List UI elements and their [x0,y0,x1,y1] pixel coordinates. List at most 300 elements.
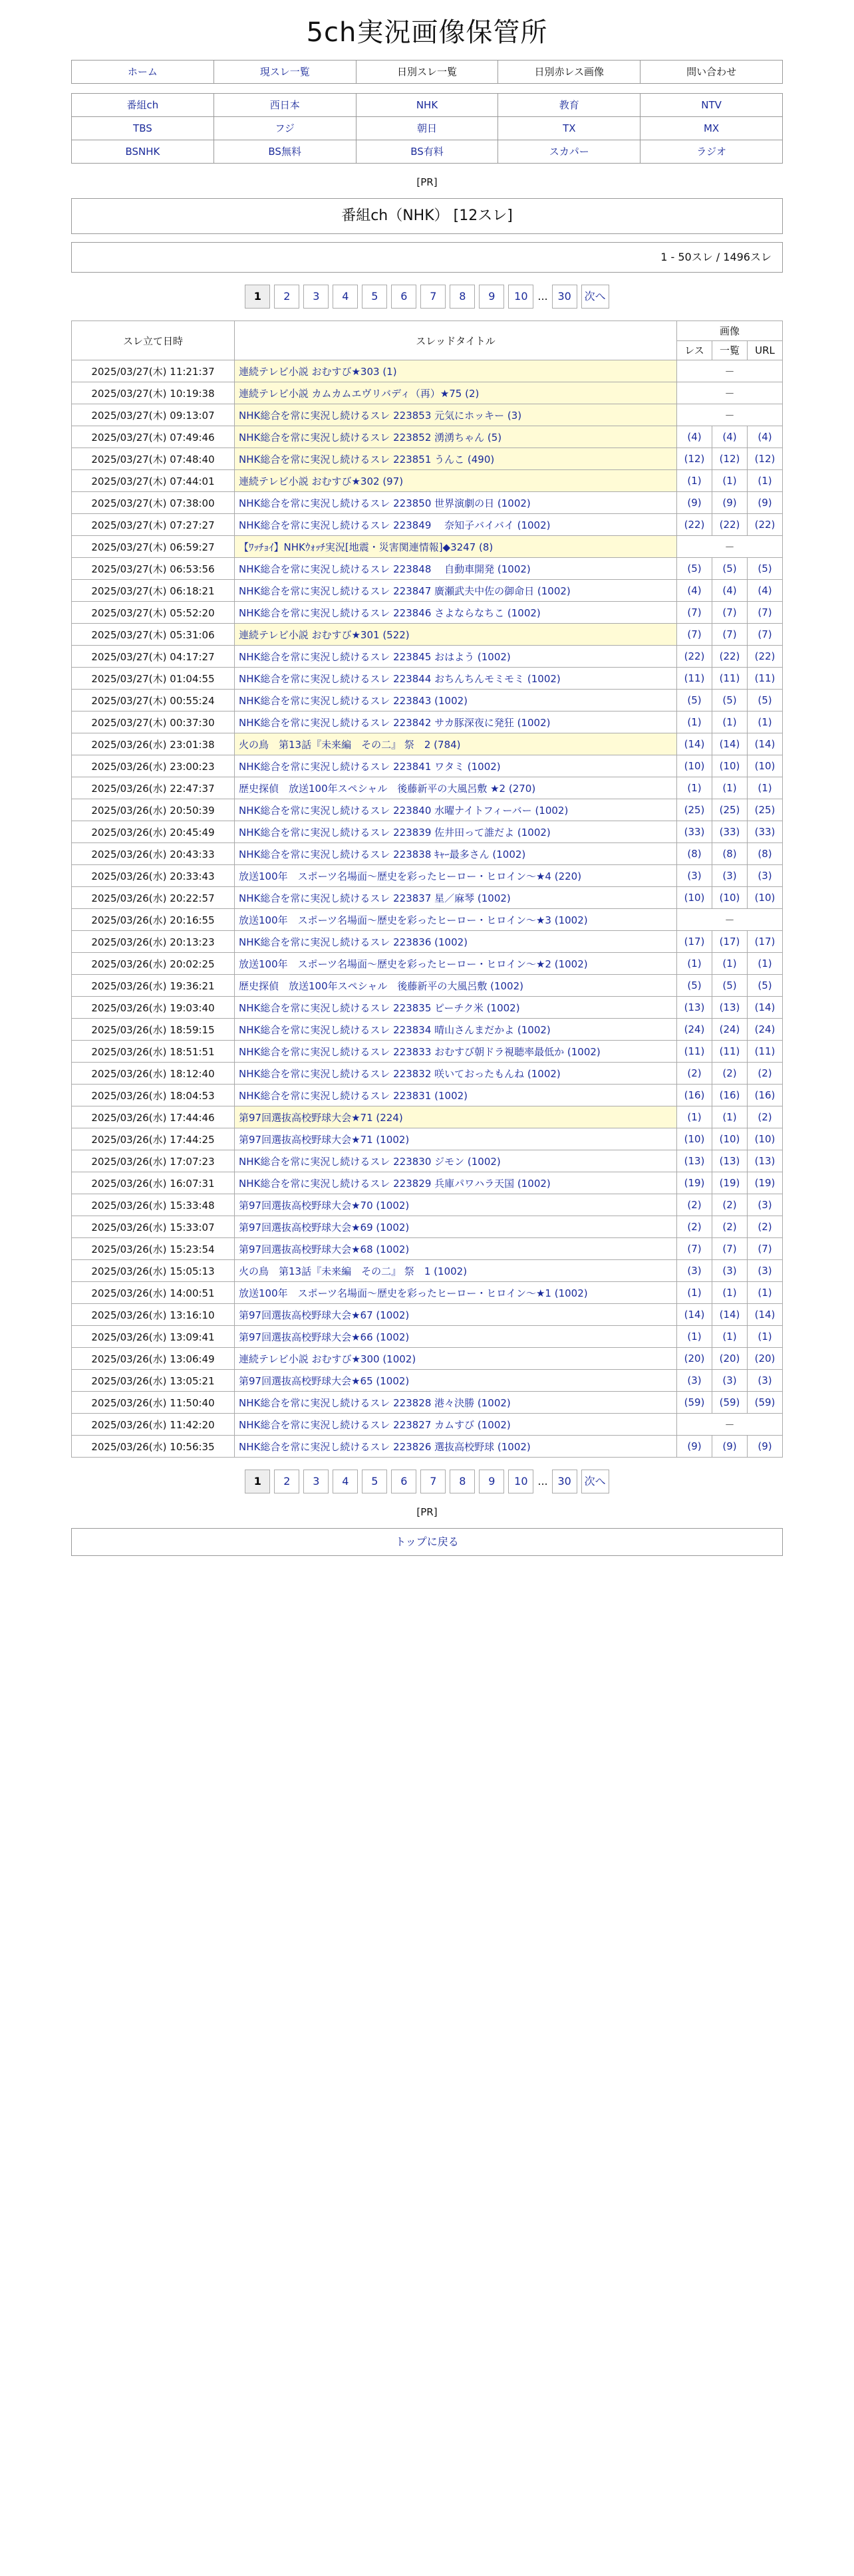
image-count-list[interactable] [712,470,748,492]
image-count-list[interactable] [712,580,748,602]
page-link[interactable]: 1 [245,1470,270,1493]
thread-title-cell[interactable] [235,843,677,865]
image-count-link[interactable]: (12) [719,453,740,465]
image-count-link[interactable]: (16) [719,1089,740,1101]
back-to-top-link[interactable]: トップに戻る [395,1535,459,1548]
page-link[interactable]: 2 [274,1470,299,1493]
image-count-list[interactable] [712,492,748,514]
board-link[interactable]: スカパー [549,146,589,158]
image-count-link[interactable]: (1) [758,782,772,794]
image-count-list[interactable] [712,1019,748,1041]
thread-title-cell[interactable] [235,1128,677,1150]
image-count-url[interactable] [748,1063,783,1085]
image-count-res[interactable] [677,624,712,646]
image-count-link[interactable]: (4) [722,584,737,596]
thread-title-link[interactable]: NHK総合を常に実況し続けるスレ 223835 ピーチク米 (1002) [239,1001,520,1014]
image-count-link[interactable]: (33) [684,826,705,838]
thread-title-link[interactable]: 第97回選抜高校野球大会★71 (1002) [239,1133,410,1146]
image-count-link[interactable]: (4) [722,431,737,443]
image-count-link[interactable]: (13) [684,1001,705,1013]
board-cell[interactable] [72,94,214,117]
image-count-link[interactable]: (1) [758,1331,772,1343]
page-link[interactable]: 8 [450,1470,475,1493]
board-link[interactable]: BS有料 [410,146,444,158]
image-count-link[interactable]: (14) [684,1309,705,1321]
thread-title-link[interactable]: NHK総合を常に実況し続けるスレ 223833 おむすび朝ドラ視聴率最低か (1002) [239,1045,601,1058]
thread-title-link[interactable]: NHK総合を常に実況し続けるスレ 223827 カムすび (1002) [239,1418,511,1431]
board-link[interactable]: MX [703,122,720,134]
image-count-res[interactable] [677,1194,712,1216]
image-count-link[interactable]: (22) [684,519,705,531]
board-link[interactable]: 教育 [559,99,579,111]
image-count-list[interactable] [712,843,748,865]
image-count-list[interactable] [712,1370,748,1392]
image-count-url[interactable] [748,470,783,492]
image-count-link[interactable]: (1) [722,475,737,487]
image-count-list[interactable] [712,1436,748,1458]
image-count-link[interactable]: (3) [758,1199,772,1211]
image-count-list[interactable] [712,799,748,821]
image-count-link[interactable]: (17) [719,936,740,948]
image-count-link[interactable]: (1) [722,1331,737,1343]
image-count-list[interactable] [712,1260,748,1282]
image-count-link[interactable]: (16) [684,1089,705,1101]
thread-title-cell[interactable] [235,624,677,646]
image-count-list[interactable] [712,1128,748,1150]
image-count-link[interactable]: (20) [719,1352,740,1364]
image-count-list[interactable] [712,448,748,470]
image-count-list[interactable] [712,711,748,733]
thread-title-link[interactable]: NHK総合を常に実況し続けるスレ 223844 おちんちんモミモミ (1002) [239,672,561,685]
thread-title-cell[interactable] [235,404,677,426]
image-count-link[interactable]: (2) [687,1199,702,1211]
page-link[interactable]: 10 [508,285,533,309]
image-count-url[interactable] [748,1326,783,1348]
thread-title-link[interactable]: 連続テレビ小説 カムカムエヴリバディ（再）★75 (2) [239,387,480,400]
image-count-list[interactable] [712,690,748,711]
image-count-link[interactable]: (7) [722,606,737,618]
thread-title-link[interactable]: 火の鳥 第13話『未来編 その二』 祭 2 (784) [239,738,461,751]
thread-title-link[interactable]: NHK総合を常に実況し続けるスレ 223849 奈知子バイバイ (1002) [239,519,551,531]
page-link[interactable]: 6 [391,1470,416,1493]
thread-title-link[interactable]: NHK総合を常に実況し続けるスレ 223843 (1002) [239,694,468,707]
thread-title-cell[interactable] [235,733,677,755]
thread-title-cell[interactable] [235,1106,677,1128]
image-count-link[interactable]: (9) [687,497,702,509]
thread-title-cell[interactable] [235,1436,677,1458]
image-count-res[interactable] [677,931,712,953]
image-count-url[interactable] [748,777,783,799]
thread-title-cell[interactable] [235,887,677,909]
image-count-link[interactable]: (2) [758,1067,772,1079]
thread-title-cell[interactable] [235,953,677,975]
image-count-link[interactable]: (7) [758,628,772,640]
image-count-link[interactable]: (4) [758,584,772,596]
image-count-link[interactable]: (1) [687,1287,702,1299]
image-count-list[interactable] [712,668,748,690]
thread-title-cell[interactable] [235,1150,677,1172]
thread-title-cell[interactable] [235,646,677,668]
thread-title-cell[interactable] [235,426,677,448]
image-count-list[interactable] [712,426,748,448]
image-count-link[interactable]: (25) [719,804,740,816]
image-count-list[interactable] [712,646,748,668]
image-count-res[interactable] [677,843,712,865]
thread-title-cell[interactable] [235,1414,677,1436]
image-count-list[interactable] [712,1348,748,1370]
image-count-link[interactable]: (10) [684,760,705,772]
image-count-link[interactable]: (1) [722,958,737,969]
image-count-list[interactable] [712,953,748,975]
image-count-link[interactable]: (14) [754,1309,776,1321]
image-count-link[interactable]: (3) [758,870,772,882]
image-count-res[interactable] [677,821,712,843]
image-count-link[interactable]: (1) [687,716,702,728]
image-count-link[interactable]: (3) [687,870,702,882]
image-count-res[interactable] [677,1085,712,1106]
thread-title-cell[interactable] [235,1041,677,1063]
image-count-link[interactable]: (19) [719,1177,740,1189]
image-count-res[interactable] [677,1128,712,1150]
board-link[interactable]: BSNHK [125,146,160,158]
image-count-res[interactable] [677,1150,712,1172]
image-count-link[interactable]: (5) [722,979,737,991]
thread-title-link[interactable]: 【ﾜｯﾁｮｲ】NHKｳｫｯﾁ実況[地震・災害関連情報]◆3247 (8) [239,541,494,553]
image-count-url[interactable] [748,624,783,646]
image-count-link[interactable]: (20) [684,1352,705,1364]
image-count-url[interactable] [748,1370,783,1392]
thread-title-cell[interactable] [235,536,677,558]
image-count-url[interactable] [748,711,783,733]
image-count-link[interactable]: (24) [754,1023,776,1035]
image-count-link[interactable]: (10) [684,1133,705,1145]
image-count-link[interactable]: (4) [687,584,702,596]
board-link[interactable]: BS無料 [268,146,301,158]
image-count-link[interactable]: (7) [722,1243,737,1255]
thread-title-link[interactable]: 第97回選抜高校野球大会★66 (1002) [239,1331,410,1343]
thread-title-cell[interactable] [235,492,677,514]
image-count-link[interactable]: (3) [758,1265,772,1277]
image-count-url[interactable] [748,1106,783,1128]
thread-title-cell[interactable] [235,1304,677,1326]
thread-title-link[interactable]: NHK総合を常に実況し続けるスレ 223845 おはよう (1002) [239,650,511,663]
nav-cell[interactable] [640,61,783,84]
image-count-res[interactable] [677,558,712,580]
thread-title-cell[interactable] [235,1238,677,1260]
image-count-url[interactable] [748,492,783,514]
board-cell[interactable] [498,140,640,164]
thread-title-link[interactable]: 連続テレビ小説 おむすび★302 (97) [239,475,404,487]
image-count-url[interactable] [748,646,783,668]
thread-title-link[interactable]: NHK総合を常に実況し続けるスレ 223837 星／麻琴 (1002) [239,892,511,904]
image-count-url[interactable] [748,426,783,448]
page-link[interactable]: 5 [362,285,387,309]
image-count-res[interactable] [677,1282,712,1304]
image-count-link[interactable]: (9) [758,497,772,509]
image-count-url[interactable] [748,668,783,690]
board-link[interactable]: TX [563,122,576,134]
image-count-link[interactable]: (3) [722,870,737,882]
thread-title-link[interactable]: 第97回選抜高校野球大会★69 (1002) [239,1221,410,1233]
thread-title-link[interactable]: NHK総合を常に実況し続けるスレ 223828 港々決勝 (1002) [239,1396,511,1409]
image-count-res[interactable] [677,1106,712,1128]
image-count-link[interactable]: (13) [719,1155,740,1167]
image-count-link[interactable]: (1) [687,1111,702,1123]
thread-title-cell[interactable] [235,1216,677,1238]
image-count-link[interactable]: (13) [754,1155,776,1167]
image-count-res[interactable] [677,1041,712,1063]
image-count-url[interactable] [748,1304,783,1326]
image-count-res[interactable] [677,602,712,624]
image-count-list[interactable] [712,514,748,536]
image-count-link[interactable]: (2) [722,1067,737,1079]
image-count-res[interactable] [677,711,712,733]
image-count-link[interactable]: (24) [684,1023,705,1035]
thread-title-cell[interactable] [235,602,677,624]
page-link[interactable]: 2 [274,285,299,309]
thread-title-link[interactable]: NHK総合を常に実況し続けるスレ 223836 (1002) [239,936,468,948]
thread-title-cell[interactable] [235,997,677,1019]
image-count-url[interactable] [748,1216,783,1238]
image-count-link[interactable]: (1) [722,716,737,728]
thread-title-cell[interactable] [235,975,677,997]
thread-title-cell[interactable] [235,1348,677,1370]
nav-item[interactable]: 問い合わせ [686,66,737,78]
image-count-link[interactable]: (12) [754,453,776,465]
thread-title-link[interactable]: 放送100年 スポーツ名場面〜歴史を彩ったヒーロー・ヒロイン〜★2 (1002) [239,958,588,970]
thread-title-cell[interactable] [235,1085,677,1106]
page-link[interactable]: 7 [420,285,446,309]
thread-title-link[interactable]: 連続テレビ小説 おむすび★300 (1002) [239,1352,416,1365]
image-count-url[interactable] [748,1238,783,1260]
image-count-res[interactable] [677,997,712,1019]
thread-title-link[interactable]: NHK総合を常に実況し続けるスレ 223852 湧湧ちゃん (5) [239,431,502,444]
image-count-link[interactable]: (11) [719,672,740,684]
thread-title-cell[interactable] [235,558,677,580]
board-cell[interactable] [72,140,214,164]
thread-title-cell[interactable] [235,1019,677,1041]
image-count-list[interactable] [712,777,748,799]
image-count-res[interactable] [677,1436,712,1458]
image-count-res[interactable] [677,514,712,536]
nav-item[interactable]: 日別赤レス画像 [534,66,605,78]
thread-title-cell[interactable] [235,360,677,382]
page-link[interactable]: 9 [479,1470,504,1493]
image-count-link[interactable]: (10) [719,760,740,772]
image-count-url[interactable] [748,1019,783,1041]
image-count-link[interactable]: (9) [722,497,737,509]
image-count-url[interactable] [748,1172,783,1194]
nav-cell[interactable] [356,61,499,84]
image-count-link[interactable]: (2) [722,1199,737,1211]
board-link[interactable]: NHK [416,99,438,111]
image-count-list[interactable] [712,624,748,646]
board-link[interactable]: ラジオ [696,146,727,158]
image-count-list[interactable] [712,1238,748,1260]
image-count-link[interactable]: (24) [719,1023,740,1035]
thread-title-cell[interactable] [235,711,677,733]
image-count-link[interactable]: (8) [687,848,702,860]
image-count-link[interactable]: (5) [758,563,772,575]
image-count-res[interactable] [677,1019,712,1041]
image-count-url[interactable] [748,799,783,821]
image-count-link[interactable]: (7) [722,628,737,640]
image-count-link[interactable]: (10) [684,892,705,904]
image-count-list[interactable] [712,558,748,580]
image-count-url[interactable] [748,1436,783,1458]
image-count-res[interactable] [677,668,712,690]
board-cell[interactable] [498,94,640,117]
thread-title-link[interactable]: 第97回選抜高校野球大会★65 (1002) [239,1374,410,1387]
thread-title-cell[interactable] [235,1172,677,1194]
page-link[interactable]: 9 [479,285,504,309]
image-count-url[interactable] [748,1150,783,1172]
image-count-link[interactable]: (59) [754,1396,776,1408]
thread-title-link[interactable]: 第97回選抜高校野球大会★67 (1002) [239,1309,410,1321]
image-count-link[interactable]: (7) [687,628,702,640]
image-count-link[interactable]: (19) [754,1177,776,1189]
image-count-res[interactable] [677,426,712,448]
thread-title-link[interactable]: NHK総合を常に実況し続けるスレ 223829 兵庫パワハラ天国 (1002) [239,1177,551,1190]
page-link[interactable]: 6 [391,285,416,309]
image-count-list[interactable] [712,931,748,953]
thread-title-cell[interactable] [235,470,677,492]
image-count-link[interactable]: (2) [758,1221,772,1233]
image-count-link[interactable]: (17) [754,936,776,948]
page-link[interactable]: 8 [450,285,475,309]
nav-item[interactable]: 現スレ一覧 [259,66,310,78]
image-count-link[interactable]: (1) [687,958,702,969]
image-count-list[interactable] [712,865,748,887]
image-count-link[interactable]: (5) [687,563,702,575]
image-count-link[interactable]: (5) [722,694,737,706]
image-count-res[interactable] [677,1260,712,1282]
thread-title-cell[interactable] [235,580,677,602]
back-to-top[interactable] [71,1528,783,1556]
image-count-res[interactable] [677,1326,712,1348]
image-count-list[interactable] [712,887,748,909]
image-count-url[interactable] [748,733,783,755]
image-count-link[interactable]: (1) [722,1287,737,1299]
thread-title-link[interactable]: NHK総合を常に実況し続けるスレ 223831 (1002) [239,1089,468,1102]
board-cell[interactable] [640,94,783,117]
image-count-url[interactable] [748,602,783,624]
image-count-url[interactable] [748,975,783,997]
image-count-link[interactable]: (1) [687,1331,702,1343]
image-count-link[interactable]: (22) [719,519,740,531]
board-cell[interactable] [214,140,356,164]
image-count-res[interactable] [677,470,712,492]
thread-title-link[interactable]: NHK総合を常に実況し続けるスレ 223847 廣瀬武夫中佐の御命日 (1002) [239,584,571,597]
image-count-list[interactable] [712,1282,748,1304]
image-count-link[interactable]: (59) [684,1396,705,1408]
image-count-res[interactable] [677,1304,712,1326]
image-count-res[interactable] [677,887,712,909]
image-count-list[interactable] [712,1326,748,1348]
image-count-url[interactable] [748,1128,783,1150]
next-page-button[interactable]: 次へ [581,285,609,309]
image-count-link[interactable]: (5) [687,694,702,706]
image-count-link[interactable]: (7) [687,606,702,618]
thread-title-link[interactable]: NHK総合を常に実況し続けるスレ 223838 ｷｬｰ最多さん (1002) [239,848,526,860]
thread-title-link[interactable]: 連続テレビ小説 おむすび★303 (1) [239,365,397,378]
image-count-link[interactable]: (5) [687,979,702,991]
image-count-link[interactable]: (5) [758,979,772,991]
page-link[interactable]: 3 [303,1470,329,1493]
image-count-res[interactable] [677,1392,712,1414]
image-count-list[interactable] [712,733,748,755]
image-count-link[interactable]: (22) [719,650,740,662]
thread-title-link[interactable]: 歴史探偵 放送100年スペシャル 後藤新平の大風呂敷 ★2 (270) [239,782,536,795]
image-count-url[interactable] [748,755,783,777]
image-count-list[interactable] [712,1392,748,1414]
nav-cell[interactable] [72,61,214,84]
page-link-last[interactable]: 30 [552,1470,577,1493]
thread-title-link[interactable]: NHK総合を常に実況し続けるスレ 223834 晴山さんまだかよ (1002) [239,1023,551,1036]
next-page-button[interactable]: 次へ [581,1470,609,1493]
thread-title-cell[interactable] [235,799,677,821]
thread-title-link[interactable]: 歴史探偵 放送100年スペシャル 後藤新平の大風呂敷 (1002) [239,979,523,992]
image-count-res[interactable] [677,777,712,799]
image-count-url[interactable] [748,1041,783,1063]
image-count-list[interactable] [712,1172,748,1194]
image-count-res[interactable] [677,580,712,602]
image-count-link[interactable]: (22) [684,650,705,662]
thread-title-cell[interactable] [235,821,677,843]
image-count-link[interactable]: (9) [687,1440,702,1452]
image-count-list[interactable] [712,1041,748,1063]
thread-title-link[interactable]: NHK総合を常に実況し続けるスレ 223840 水曜ナイトフィーバー (1002) [239,804,569,817]
image-count-link[interactable]: (11) [684,1045,705,1057]
board-cell[interactable] [214,94,356,117]
thread-title-cell[interactable] [235,777,677,799]
thread-title-link[interactable]: NHK総合を常に実況し続けるスレ 223851 うんこ (490) [239,453,495,465]
image-count-url[interactable] [748,1194,783,1216]
image-count-list[interactable] [712,821,748,843]
image-count-link[interactable]: (1) [687,475,702,487]
image-count-link[interactable]: (10) [754,760,776,772]
image-count-url[interactable] [748,821,783,843]
thread-title-cell[interactable] [235,931,677,953]
image-count-link[interactable]: (14) [754,738,776,750]
image-count-link[interactable]: (1) [758,1287,772,1299]
board-cell[interactable] [214,117,356,140]
page-link[interactable]: 1 [245,285,270,309]
image-count-list[interactable] [712,1150,748,1172]
image-count-url[interactable] [748,931,783,953]
image-count-link[interactable]: (12) [684,453,705,465]
image-count-link[interactable]: (3) [722,1374,737,1386]
board-cell[interactable] [498,117,640,140]
image-count-res[interactable] [677,1370,712,1392]
thread-title-cell[interactable] [235,382,677,404]
image-count-link[interactable]: (3) [687,1374,702,1386]
thread-title-cell[interactable] [235,1370,677,1392]
thread-title-link[interactable]: NHK総合を常に実況し続けるスレ 223848 自動車開発 (1002) [239,563,531,575]
image-count-link[interactable]: (2) [687,1221,702,1233]
image-count-url[interactable] [748,1348,783,1370]
image-count-link[interactable]: (1) [758,475,772,487]
page-link[interactable]: 4 [333,1470,358,1493]
image-count-link[interactable]: (10) [754,892,776,904]
image-count-link[interactable]: (9) [758,1440,772,1452]
image-count-link[interactable]: (4) [687,431,702,443]
image-count-link[interactable]: (3) [722,1265,737,1277]
image-count-link[interactable]: (2) [722,1221,737,1233]
image-count-link[interactable]: (25) [754,804,776,816]
image-count-link[interactable]: (9) [722,1440,737,1452]
image-count-link[interactable]: (10) [754,1133,776,1145]
